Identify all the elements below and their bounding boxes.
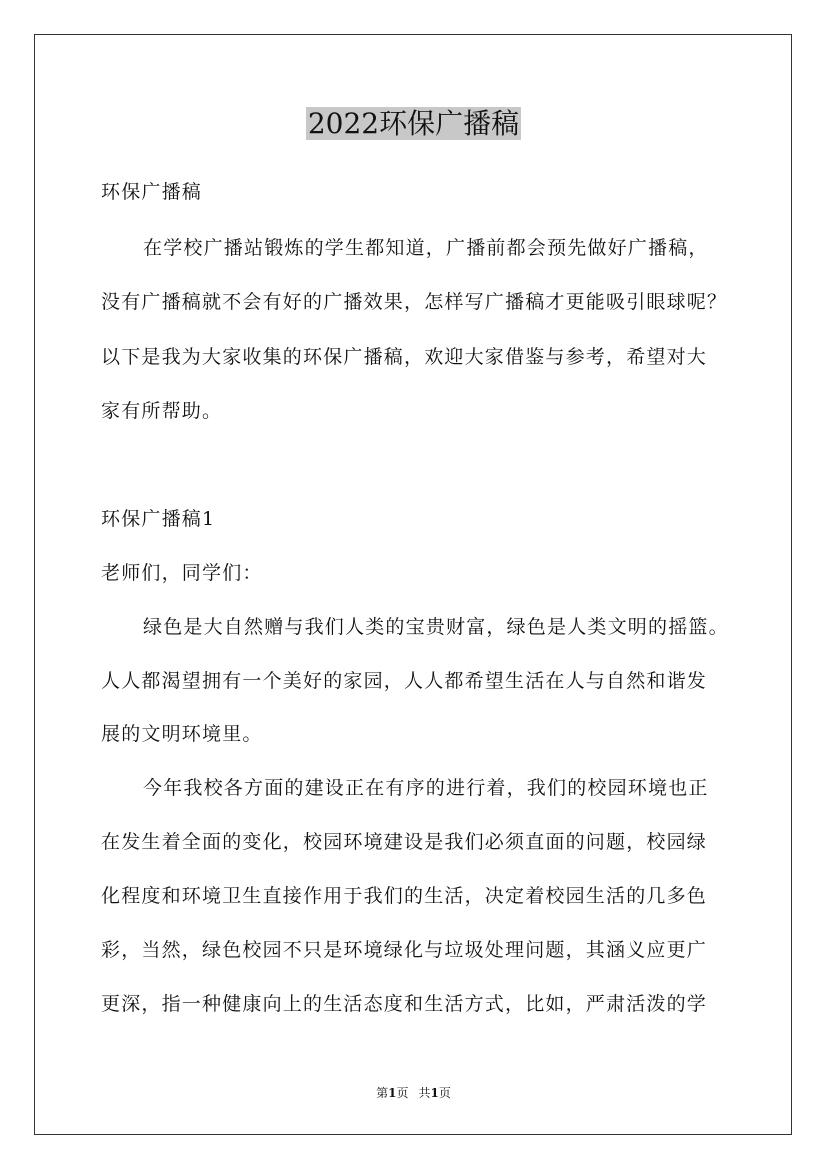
paragraph-line: 家有所帮助。 (101, 400, 223, 422)
paragraph-line: 在学校广播站锻炼的学生都知道，广播前都会预先做好广播稿， (143, 237, 709, 259)
paragraph-line: 以下是我为大家收集的环保广播稿，欢迎大家借鉴与参考，希望对大 (101, 346, 708, 368)
paragraph-line: 人人都渴望拥有一个美好的家园，人人都希望生活在人与自然和谐发 (101, 670, 708, 692)
page-prefix: 第 (376, 1086, 389, 1100)
total-pages: 1 (430, 1086, 439, 1100)
paragraph-line: 展的文明环境里。 (101, 723, 263, 745)
paragraph-line: 在发生着全面的变化，校园环境建设是我们必须直面的问题，校园绿 (101, 831, 708, 853)
page-number: 1 (388, 1086, 397, 1100)
section-heading: 环保广播稿 (101, 181, 203, 203)
paragraph-line: 今年我校各方面的建设正在有序的进行着，我们的校园环境也正 (143, 777, 709, 799)
paragraph-line: 更深，指一种健康向上的生活态度和生活方式，比如，严肃活泼的学 (101, 993, 708, 1015)
paragraph-line: 化程度和环境卫生直接作用于我们的生活，决定着校园生活的几多色 (101, 885, 708, 907)
document-title (0, 104, 827, 144)
section-heading: 环保广播稿1 (101, 508, 216, 530)
page-suffix: 页 (396, 1086, 409, 1100)
page-footer (0, 1085, 827, 1101)
total-prefix: 共 (418, 1086, 431, 1100)
paragraph-line: 彩，当然，绿色校园不只是环境绿化与垃圾处理问题，其涵义应更广 (101, 939, 708, 961)
paragraph-line: 绿色是大自然赠与我们人类的宝贵财富，绿色是人类文明的摇篮。 (143, 616, 729, 638)
paragraph-line: 没有广播稿就不会有好的广播效果，怎样写广播稿才更能吸引眼球呢？ (101, 291, 728, 313)
salutation: 老师们，同学们： (101, 562, 263, 584)
document-title-text: 2022环保广播稿 (307, 107, 520, 140)
total-suffix: 页 (438, 1086, 451, 1100)
